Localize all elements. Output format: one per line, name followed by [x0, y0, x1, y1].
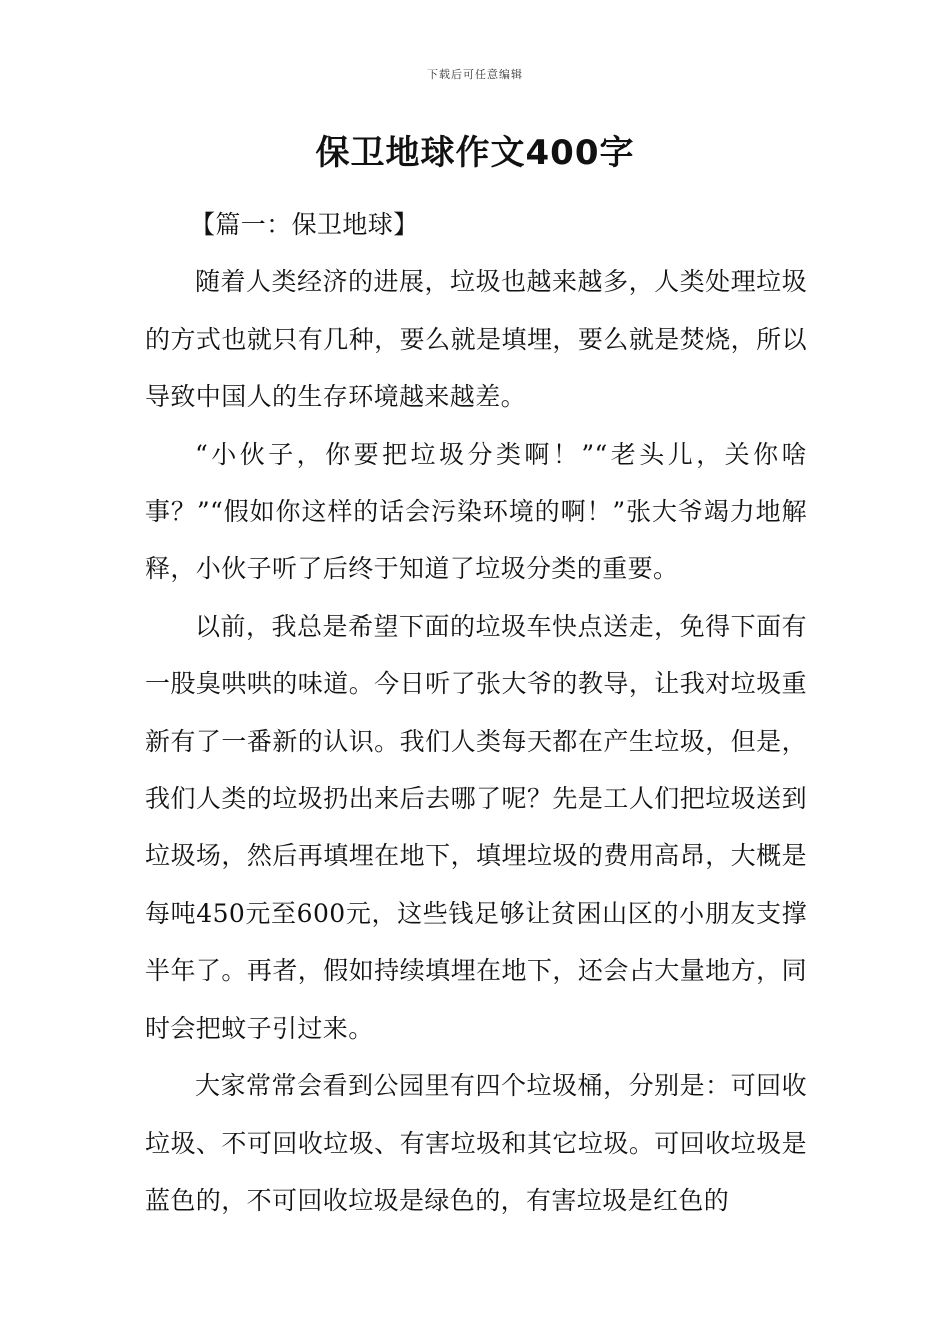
- header-note: 下载后可任意编辑: [427, 68, 523, 81]
- section-heading: 【篇一：保卫地球】: [190, 210, 419, 239]
- document-body: [145, 196, 807, 1229]
- paragraph: 以前，我总是希望下面的垃圾车快点送走，免得下面有一股臭哄哄的味道。今日听了张大爷的教导，让我对垃圾重新有了一番新的认识。我们人类每天都在产生垃圾，但是，我们人类的垃圾扔出来后去哪了呢？先是工人们把垃圾送到垃圾场，然后再填埋在地下，填埋垃圾的费用高昂，大概是每吨450元至600元，这些钱足够让贫困山区的小朋友支撑半年了。再者，假如持续填埋在地下，还会占大量地方，同时会把蚊子引过来。: [145, 611, 807, 1043]
- document-title: 保卫地球作文400字: [315, 133, 635, 173]
- paragraph: 大家常常会看到公园里有四个垃圾桶，分别是：可回收垃圾、不可回收垃圾、有害垃圾和其它垃圾。可回收垃圾是蓝色的，不可回收垃圾是绿色的，有害垃圾是红色的: [145, 1071, 807, 1215]
- paragraph: “小伙子，你要把垃圾分类啊！”“老头儿，关你啥事？”“假如你这样的话会污染环境的啊！”张大爷竭力地解释，小伙子听了后终于知道了垃圾分类的重要。: [145, 439, 807, 584]
- paragraph: 随着人类经济的进展，垃圾也越来越多，人类处理垃圾的方式也就只有几种，要么就是填埋，要么就是焚烧，所以导致中国人的生存环境越来越差。: [145, 267, 807, 412]
